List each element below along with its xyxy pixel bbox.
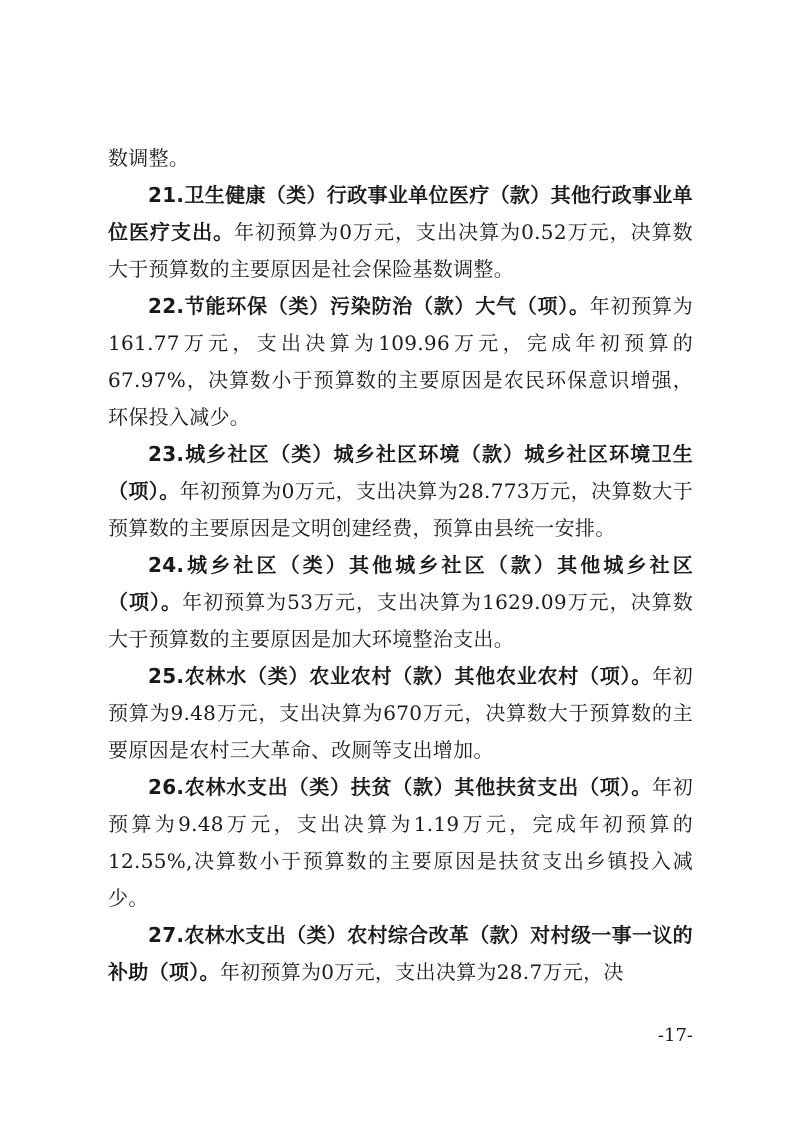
paragraph-heading: 23.城乡社区（类）城乡社区环境（款）城乡社区环境卫生（项）。 — [108, 442, 693, 503]
paragraph-body: 年初预算为9.48万元，支出决算为1.19万元，完成年初预算的12.55%,决算数小于预算数的主要原因是扶贫支出乡镇投入减少。 — [108, 775, 693, 910]
paragraph-body: 年初预算为0万元，支出决算为28.7万元，决 — [219, 960, 624, 984]
document-body — [108, 140, 693, 991]
paragraph-heading: 24.城乡社区（类）其他城乡社区（款）其他城乡社区（项）。 — [108, 553, 693, 614]
paragraph-heading: 21.卫生健康（类）行政事业单位医疗（款）其他行政事业单位医疗支出。 — [108, 183, 693, 244]
paragraph-body: 年初预算为53万元，支出决算为1629.09万元，决算数大于预算数的主要原因是加大环境整治支出。 — [108, 590, 693, 651]
paragraph-item-23 — [108, 436, 693, 547]
paragraph-item-22 — [108, 288, 693, 436]
paragraph-continuation — [108, 140, 693, 177]
paragraph-heading: 22.节能环保（类）污染防治（款）大气（项）。 — [148, 294, 590, 318]
paragraph-item-26 — [108, 769, 693, 917]
paragraph-body: 年初预算为161.77万元，支出决算为109.96万元，完成年初预算的67.97%，决算数小于预算数的主要原因是农民环保意识增强，环保投入减少。 — [108, 294, 693, 429]
paragraph-body: 年初预算为0万元，支出决算为0.52万元，决算数大于预算数的主要原因是社会保险基数调整。 — [108, 220, 693, 281]
paragraph-item-21 — [108, 177, 693, 288]
paragraph-body: 年初预算为0万元，支出决算为28.773万元，决算数大于预算数的主要原因是文明创建经费，预算由县统一安排。 — [108, 479, 694, 540]
paragraph-heading: 27.农林水支出（类）农村综合改革（款）对村级一事一议的补助（项）。 — [108, 923, 693, 984]
paragraph-heading: 25.农林水（类）农业农村（款）其他农业农村（项）。 — [148, 664, 652, 688]
paragraph-heading: 26.农林水支出（类）扶贫（款）其他扶贫支出（项）。 — [148, 775, 652, 799]
paragraph-item-27 — [108, 917, 693, 991]
paragraph-body: 年初预算为9.48万元，支出决算为670万元，决算数大于预算数的主要原因是农村三大革命、改厕等支出增加。 — [108, 664, 693, 762]
paragraph-body: 数调整。 — [108, 146, 190, 170]
paragraph-item-25 — [108, 658, 693, 769]
paragraph-item-24 — [108, 547, 693, 658]
page-number: -17- — [657, 1025, 693, 1046]
